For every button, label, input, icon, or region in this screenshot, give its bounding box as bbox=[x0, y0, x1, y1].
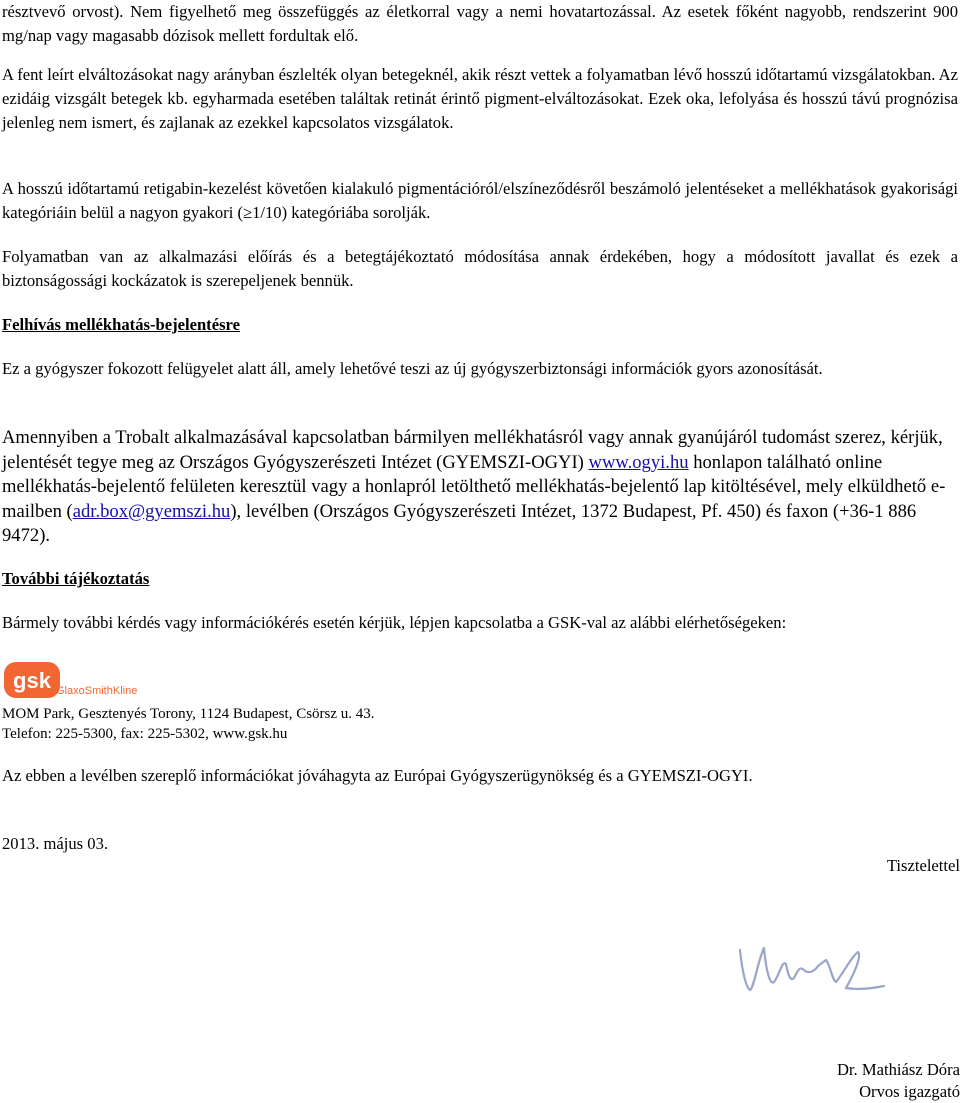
ogyi-website-link[interactable]: www.ogyi.hu bbox=[588, 451, 689, 473]
paragraph-contact-gsk: Bármely további kérdés vagy információkérés esetén kérjük, lépjen kapcsolatba a GSK-val az alábbi elérhetőségeken: bbox=[2, 613, 787, 632]
heading-adverse-reporting: Felhívás mellékhatás-bejelentésre bbox=[2, 315, 240, 334]
letter-date: 2013. május 03. bbox=[2, 834, 109, 853]
paragraph-label-update: Folyamatban van az alkalmazási előírás és a betegtájékoztató módosítása annak érdekében, hogy a módosított javallat és ezek a biztonságossági kockázatok is szerepeljenek bennük. bbox=[2, 247, 958, 290]
reporting-text-1: Amennyiben a Trobalt alkalmazásával kapcsolatban bármilyen mellékhatásról vagy annak gyanújáról tudomást szerez, kérjük, jelentését tegye meg az Országos Gyógyszerészeti Intézet (GYEMSZI-OGYI) bbox=[2, 427, 943, 473]
gsk-phone-line: Telefon: 225-5300, fax: 225-5302, www.gsk.hu bbox=[2, 726, 288, 742]
gsk-logo-mark: gsk bbox=[13, 668, 51, 693]
signer-name: Dr. Mathiász Dóra bbox=[836, 1060, 960, 1079]
reporting-text-3: ), levélben (Országos Gyógyszerészeti Intézet, 1372 Budapest, Pf. 450) és faxon (+36-1 886 9472). bbox=[2, 500, 917, 546]
gsk-logo-wordmark: GlaxoSmithKline bbox=[56, 685, 138, 697]
paragraph-approval: Az ebben a levélben szereplő információkat jóváhagyta az Európai Gyógyszerügynökség és a GYEMSZI-OGYI. bbox=[2, 766, 753, 785]
paragraph-reporting-instructions bbox=[2, 426, 958, 549]
adr-email-link[interactable]: adr.box@gyemszi.hu bbox=[72, 500, 231, 522]
closing-salutation: Tisztelettel bbox=[886, 856, 960, 875]
gsk-address-line: MOM Park, Gesztenyés Torony, 1124 Budapest, Csörsz u. 43. bbox=[2, 706, 375, 722]
paragraph-findings: A fent leírt elváltozásokat nagy arányban észlelték olyan betegeknél, akik részt vettek a folyamatban lévő hosszú időtartamú vizsgálatokban. Az ezidáig vizsgált betegek kb. egyharmada esetében találtak retinát érintő pigment-elváltozásokat. Ezek oka, lefolyása és hosszú távú prognózisa jelenleg nem ismert, és zajlanak az ezekkel kapcsolatos vizsgálatok. bbox=[2, 65, 958, 132]
paragraph-case-context: résztvevő orvost). Nem figyelhető meg összefüggés az életkorral vagy a nemi hovatartozással. Az esetek főként nagyobb, rendszerint 900 mg/nap vagy magasabb dózisok mellett fordultak elő. bbox=[2, 2, 958, 45]
signer-title: Orvos igazgató bbox=[859, 1082, 960, 1101]
paragraph-frequency: A hosszú időtartamú retigabin-kezelést követően kialakuló pigmentációról/elszíneződésről beszámoló jelentéseket a mellékhatások gyakorisági kategóriáin belül a nagyon gyakori (≥1/10) kategóriába sorolják. bbox=[2, 179, 958, 222]
paragraph-monitoring: Ez a gyógyszer fokozott felügyelet alatt áll, amely lehetővé teszi az új gyógyszerbiztonsági információk gyors azonosítását. bbox=[2, 359, 823, 378]
gsk-logo bbox=[4, 660, 154, 702]
heading-further-info: További tájékoztatás bbox=[2, 569, 150, 588]
handwritten-signature bbox=[734, 930, 894, 1005]
reporting-text-2: honlapon található online mellékhatás-bejelentő felületen keresztül vagy a honlapról letölthető mellékhatás-bejelentő lap kitöltésével, mely elküldhető e-mailben ( bbox=[2, 451, 946, 522]
